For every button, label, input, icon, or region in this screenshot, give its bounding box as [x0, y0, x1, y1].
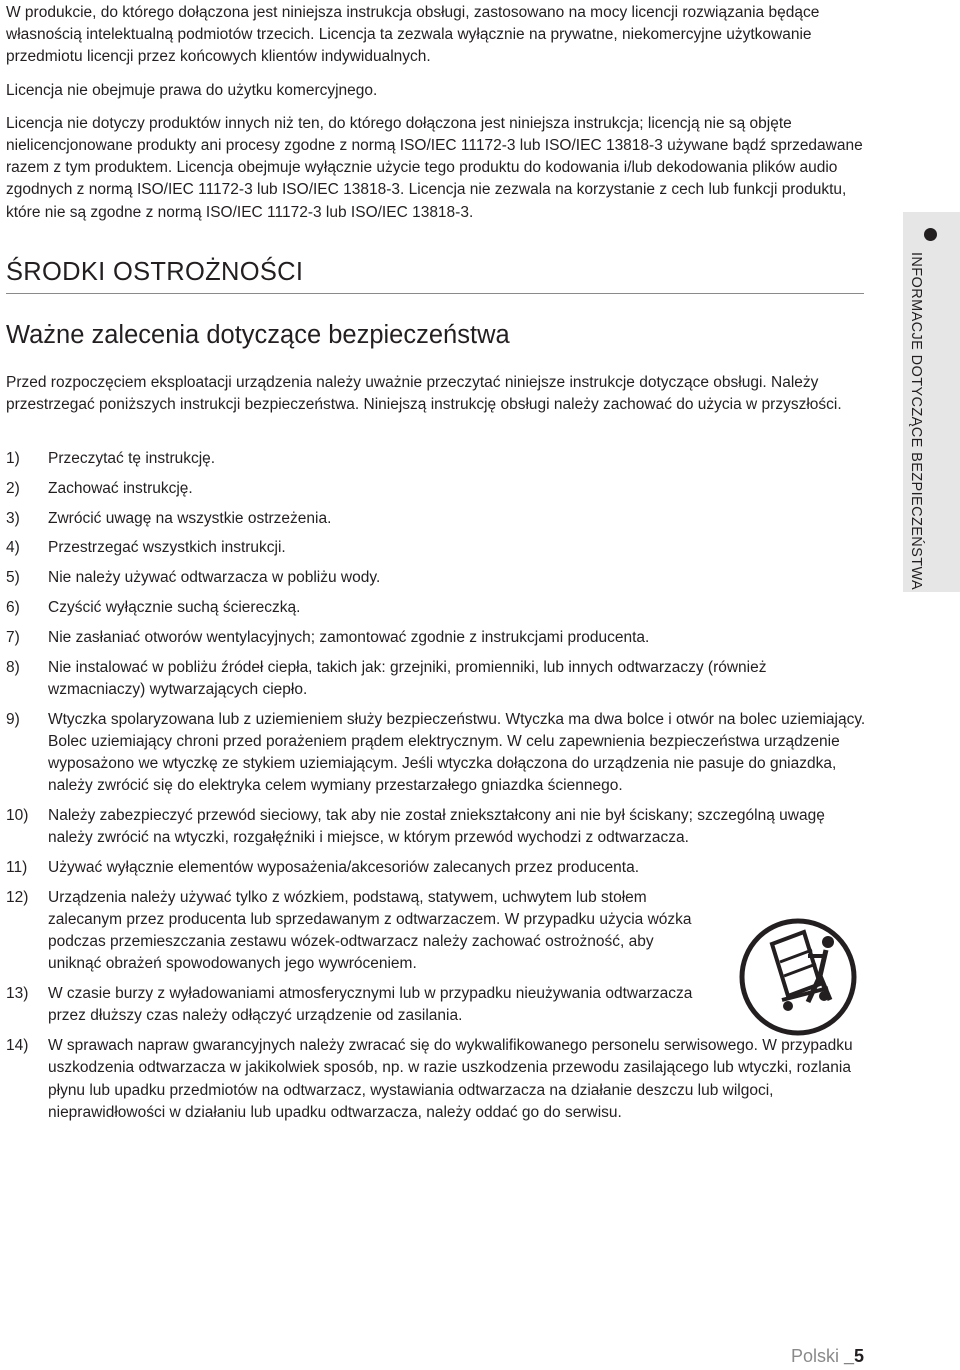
item-text: Urządzenia należy używać tylko z wózkiem, podstawą, statywem, uchwytem lub stołem zalecanym przez producenta lub sprzedawanym z odtwarzaczem. W przypadku użycia wózka podczas przemieszczania zestawu wózek-odtwarzacz należy zachować ostrożność, aby uniknąć obrażeń spowodowanych jego wywróceniem.	[48, 888, 692, 973]
bullet-dot-icon	[924, 228, 937, 241]
item-number: 11)	[6, 858, 28, 876]
item-number: 12)	[6, 888, 29, 906]
item-text: W czasie burzy z wyładowaniami atmosferycznymi lub w przypadku nieużywania odtwarzacza przez dłuższy czas należy odłączyć urządzenie od zasilania.	[48, 985, 693, 1025]
license-paragraph-3: Licencja nie dotyczy produktów innych niż ten, do którego dołączona jest niniejsza instrukcja; licencją nie są objęte nielicencjonowane produkty ani procesy zgodne z normą ISO/IEC 11172-3 lub ISO/IEC 13818-3 używane bądź sprzedawane razem z tym produktem. Licencja obejmuje wyłącznie użycie tego produktu do kodowania i/lub dekodowania plików audio zgodnych z normą ISO/IEC 11172-3 lub ISO/IEC 13818-3. Licencja nie zezwala na korzystanie z cech lub funkcji produktu, które nie są zgodne z normą ISO/IEC 11172-3 lub ISO/IEC 13818-3.	[6, 114, 863, 221]
item-number: 9)	[6, 710, 20, 728]
item-number: 5)	[6, 569, 20, 587]
item-text: Nie instalować w pobliżu źródeł ciepła, takich jak: grzejniki, promienniki, lub innych odtwarzaczy (również wzmacniaczy) wytwarzających ciepło.	[48, 658, 767, 698]
list-item	[6, 448, 866, 470]
list-item	[6, 478, 866, 500]
list-item	[6, 567, 866, 589]
item-text: Wtyczka spolaryzowana lub z uziemieniem służy bezpieczeństwu. Wtyczka ma dwa bolce i otwór na bolec uziemiający. Bolec uziemiający chroni przed porażeniem prądem elektrycznym. W celu zapewnienia bezpieczeństwa urządzenie wyposażono we wtyczkę ze stykiem uziemiającym. Jeśli wtyczka dołączona do urządzenia nie pasuje do gniazdka, należy zwrócić się do elektryka celem wymiany przestarzałego gniazdka ściennego.	[48, 710, 866, 795]
item-text: W sprawach napraw gwarancyjnych należy zwracać się do wykwalifikowanego personelu serwisowego. W przypadku uszkodzenia odtwarzacza w jakikolwiek sposób, np. w razie uszkodzenia przewodu zasilającego lub wtyczki, rozlania płynu lub upadku przedmiotów na odtwarzacz, wystawiania odtwarzacza na działanie deszczu lub wilgoci, nieprawidłowości w działaniu lub upadku odtwarzacza, należy oddać go do serwisu.	[48, 1037, 853, 1121]
list-item	[6, 887, 866, 976]
item-text: Zwrócić uwagę na wszystkie ostrzeżenia.	[48, 509, 332, 527]
item-number: 4)	[6, 539, 20, 557]
list-item	[6, 709, 866, 798]
footer-language: Polski	[790, 1346, 844, 1366]
item-number: 1)	[6, 450, 20, 467]
item-text: Czyścić wyłącznie suchą ściereczką.	[48, 598, 301, 616]
license-section	[6, 0, 866, 224]
item-number: 8)	[6, 658, 20, 676]
item-number: 13)	[6, 985, 29, 1003]
cart-tip-over-warning-icon	[738, 906, 858, 1048]
list-item	[6, 627, 866, 649]
item-text: Przestrzegać wszystkich instrukcji.	[48, 539, 286, 557]
item-text: Należy zabezpieczyć przewód sieciowy, tak aby nie został zniekształcony ani nie był ściskany; szczególną uwagę należy zwrócić na wtyczki, rozgałęźniki i miejsce, w którym przewód wychodzi z odtwarzacza.	[48, 806, 825, 847]
list-item	[6, 597, 866, 619]
item-text: Nie należy używać odtwarzacza w pobliżu wody.	[48, 569, 381, 587]
subsection-title: Ważne zalecenia dotyczące bezpieczeństwa	[6, 321, 510, 349]
item-number: 2)	[6, 479, 20, 497]
item-text: Nie zasłaniać otworów wentylacyjnych; zamontować zgodnie z instrukcjami producenta.	[48, 628, 650, 646]
item-number: 10)	[6, 806, 29, 824]
item-number: 3)	[6, 509, 20, 527]
item-text: Przeczytać tę instrukcję.	[48, 450, 216, 467]
item-text: Używać wyłącznie elementów wyposażenia/akcesoriów zalecanych przez producenta.	[48, 858, 640, 876]
side-tab-label: INFORMACJE DOTYCZĄCE BEZPIECZEŃSTWA	[908, 252, 924, 591]
list-item	[6, 805, 866, 849]
license-paragraph-1: W produkcie, do którego dołączona jest niniejsza instrukcja obsługi, zastosowano na mocy licencji rozwiązania będące własnością intelektualną podmiotów trzecich. Licencja ta zezwala wyłącznie na prywatne, niekomercyjne użytkowanie przedmiotu licencji przez końcowych klientów indywidualnych.	[6, 4, 820, 66]
safety-instructions-list	[6, 448, 866, 1132]
list-item	[6, 1035, 866, 1124]
page-number: _5	[843, 1346, 864, 1366]
page-footer	[791, 1346, 864, 1367]
list-item	[6, 508, 866, 530]
section-title: ŚRODKI OSTROŻNOŚCI	[6, 258, 864, 294]
list-item	[6, 983, 866, 1027]
list-item	[6, 657, 866, 701]
list-item	[6, 857, 866, 879]
license-paragraph-2: Licencja nie obejmuje prawa do użytku komercyjnego.	[6, 81, 378, 99]
item-number: 6)	[6, 598, 20, 616]
item-number: 14)	[6, 1037, 29, 1055]
item-number: 7)	[6, 628, 20, 646]
list-item	[6, 537, 866, 559]
item-text: Zachować instrukcję.	[48, 479, 193, 497]
intro-paragraph: Przed rozpoczęciem eksploatacji urządzenia należy uważnie przeczytać niniejsze instrukcje dotyczące obsługi. Należy przestrzegać poniższych instrukcji bezpieczeństwa. Niniejszą instrukcję obsługi należy zachować do użycia w przyszłości.	[6, 374, 842, 414]
